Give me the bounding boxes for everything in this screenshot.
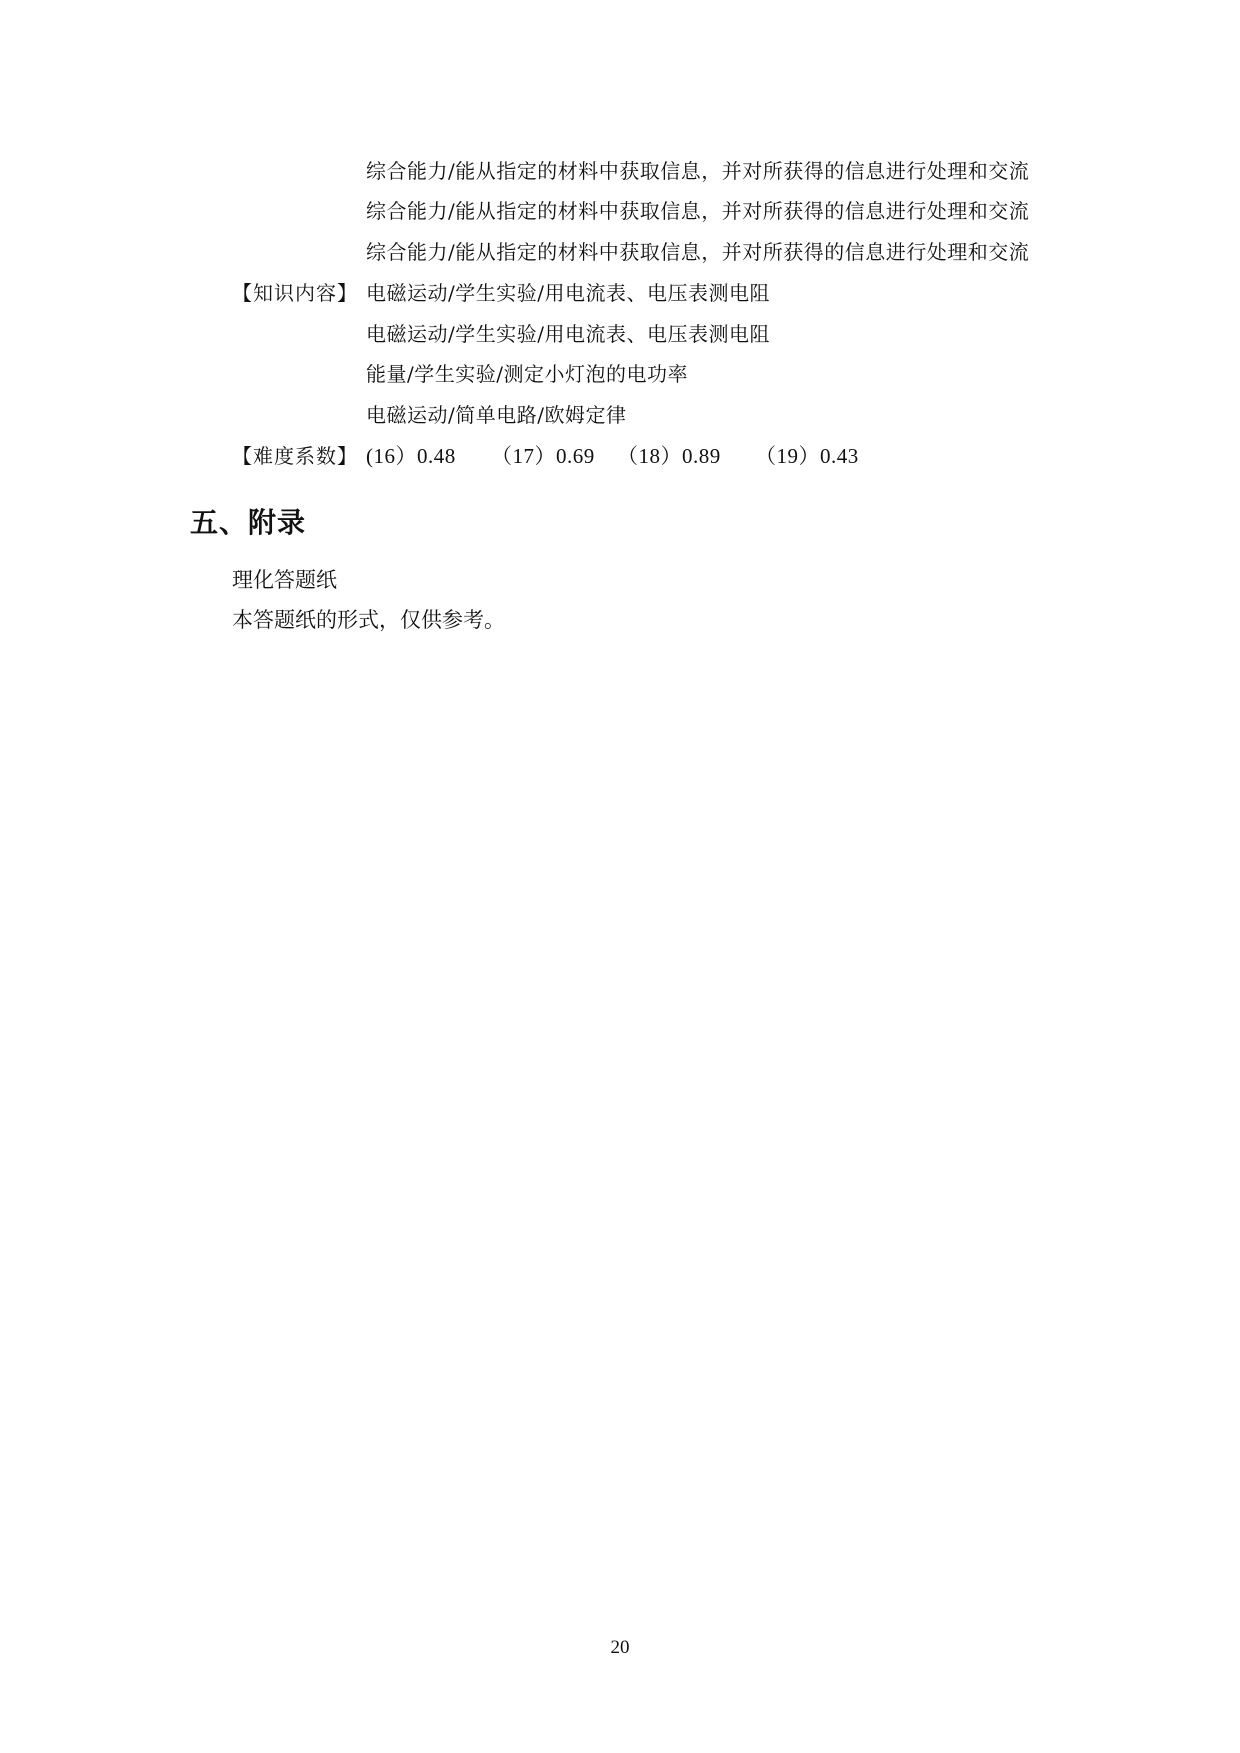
knowledge-line-2: 电磁运动/学生实验/用电流表、电压表测电阻 [366,322,770,346]
difficulty-item: (16）0.48 [366,444,456,468]
page-number: 20 [610,1637,630,1658]
difficulty-item: （19）0.43 [755,444,859,468]
ability-line-3: 综合能力/能从指定的材料中获取信息，并对所获得的信息进行处理和交流 [366,240,1030,264]
section-heading: 五、附录 [190,506,307,539]
appendix-line-2: 本答题纸的形式，仅供参考。 [232,608,505,632]
difficulty-item: （18）0.89 [617,444,721,468]
knowledge-line-4: 电磁运动/简单电路/欧姆定律 [366,403,627,427]
difficulty-item: （17）0.69 [491,444,595,468]
knowledge-line-1: 电磁运动/学生实验/用电流表、电压表测电阻 [366,281,770,305]
ability-line-2: 综合能力/能从指定的材料中获取信息，并对所获得的信息进行处理和交流 [366,199,1030,223]
difficulty-values [366,443,859,469]
knowledge-label: 【知识内容】 [232,281,358,305]
appendix-line-1: 理化答题纸 [232,568,337,592]
ability-line-1: 综合能力/能从指定的材料中获取信息，并对所获得的信息进行处理和交流 [366,159,1030,183]
knowledge-line-3: 能量/学生实验/测定小灯泡的电功率 [366,362,688,386]
difficulty-label: 【难度系数】 [232,444,358,468]
